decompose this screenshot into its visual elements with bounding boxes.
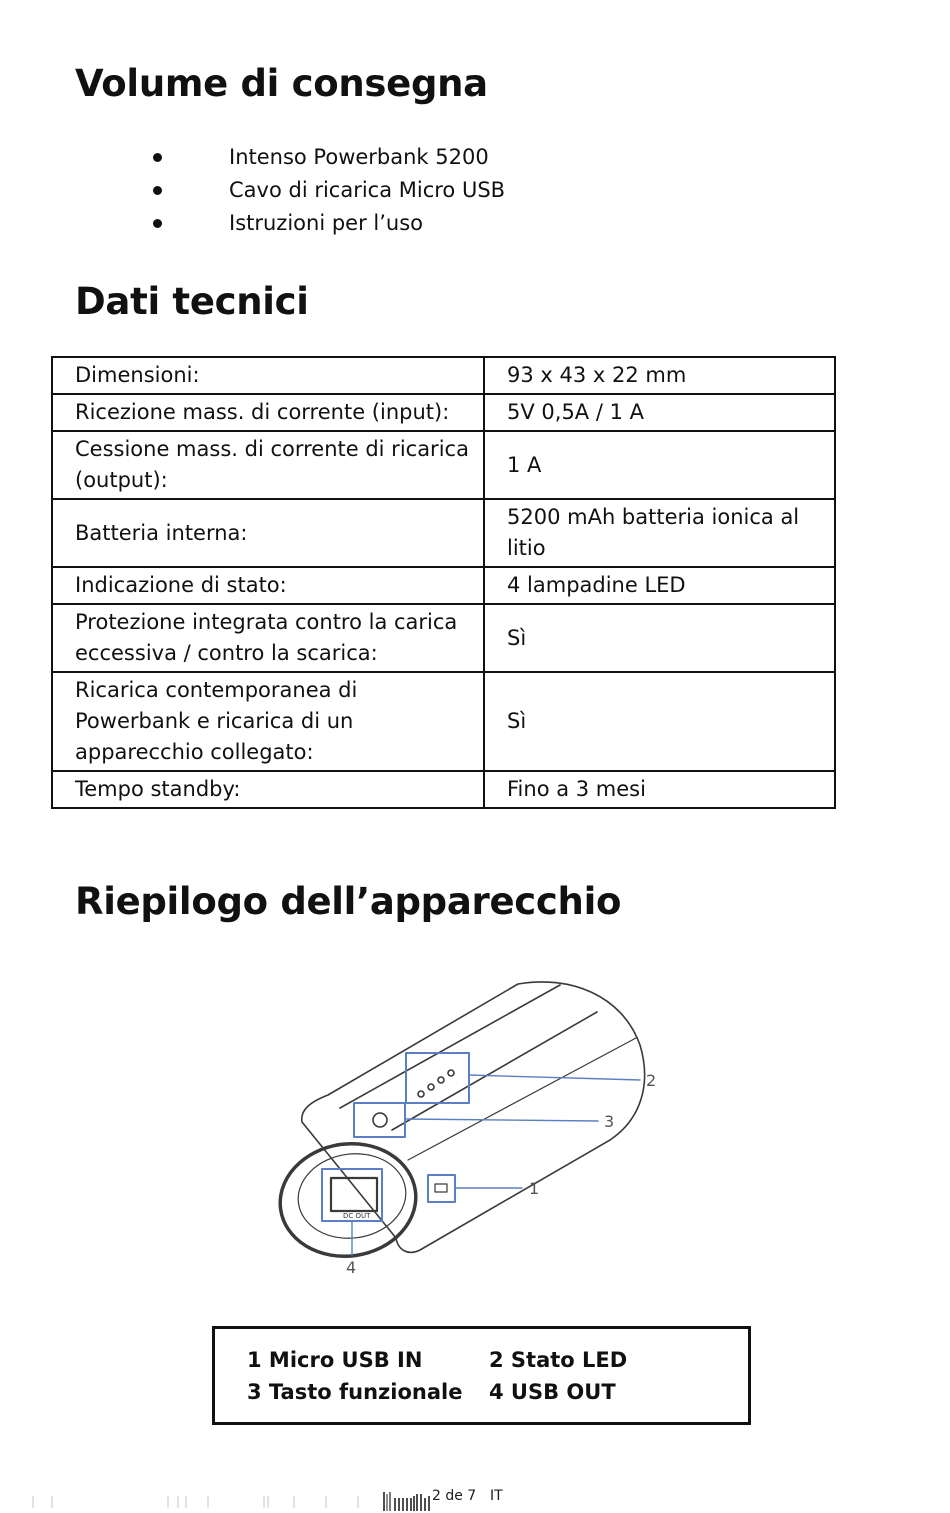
spec-label: Batteria interna: xyxy=(52,499,484,567)
body-seam xyxy=(408,1038,636,1160)
legend-item: 2 Stato LED xyxy=(489,1348,628,1372)
callout-line xyxy=(405,1119,598,1121)
button-highlight xyxy=(354,1103,405,1137)
bullet-icon xyxy=(153,186,162,195)
list-item xyxy=(150,174,505,207)
body-seam xyxy=(340,985,560,1108)
spec-value: 5200 mAh batteria ionica al litio xyxy=(484,499,835,567)
led-dot xyxy=(428,1084,434,1090)
table-row xyxy=(52,357,835,394)
spec-label: Protezione integrata contro la carica eccessiva / contro la scarica: xyxy=(52,604,484,672)
list-item xyxy=(150,141,505,174)
port-label: DC OUT xyxy=(343,1212,371,1220)
table-row xyxy=(52,431,835,499)
list-item-text: Cavo di ricarica Micro USB xyxy=(229,178,506,202)
callout-number: 1 xyxy=(529,1179,540,1198)
legend-box xyxy=(212,1326,751,1425)
table-row xyxy=(52,604,835,672)
spec-value: Sì xyxy=(484,604,835,672)
section-title-overview: Riepilogo dell’apparecchio xyxy=(75,880,622,923)
table-row xyxy=(52,394,835,431)
led-dot xyxy=(438,1077,444,1083)
table-row xyxy=(52,672,835,771)
power-button-icon xyxy=(373,1113,387,1127)
section-title-delivery: Volume di consegna xyxy=(75,62,488,105)
callout-line xyxy=(469,1075,640,1080)
spec-label: Cessione mass. di corrente di ricarica (output): xyxy=(52,431,484,499)
table-row xyxy=(52,567,835,604)
callout-number: 4 xyxy=(346,1258,357,1277)
language-code: IT xyxy=(490,1488,503,1504)
list-item xyxy=(150,207,505,240)
section-title-tech: Dati tecnici xyxy=(75,280,309,323)
delivery-list xyxy=(150,141,505,240)
spec-label: Ricarica contemporanea di Powerbank e ricarica di un apparecchio collegato: xyxy=(52,672,484,771)
bullet-icon xyxy=(153,153,162,162)
scan-marks xyxy=(30,1494,370,1510)
spec-value: 5V 0,5A / 1 A xyxy=(484,394,835,431)
callout-number: 2 xyxy=(646,1071,657,1090)
legend-item: 3 Tasto funzionale xyxy=(247,1380,463,1404)
spec-label: Dimensioni: xyxy=(52,357,484,394)
powerbank-illustration xyxy=(255,970,675,1280)
spec-value: Sì xyxy=(484,672,835,771)
callout-number: 3 xyxy=(604,1112,615,1131)
legend-item: 1 Micro USB IN xyxy=(247,1348,423,1372)
spec-label: Ricezione mass. di corrente (input): xyxy=(52,394,484,431)
spec-value: 93 x 43 x 22 mm xyxy=(484,357,835,394)
barcode-icon xyxy=(382,1490,434,1512)
legend-item: 4 USB OUT xyxy=(489,1380,616,1404)
table-row xyxy=(52,499,835,567)
spec-value: Fino a 3 mesi xyxy=(484,771,835,808)
micro-usb-highlight xyxy=(428,1175,455,1202)
table-row xyxy=(52,771,835,808)
led-dot xyxy=(448,1070,454,1076)
page-number: 2 de 7 xyxy=(432,1488,477,1504)
body-seam xyxy=(392,1012,597,1130)
list-item-text: Intenso Powerbank 5200 xyxy=(229,145,489,169)
micro-usb-port xyxy=(435,1184,447,1192)
spec-value: 1 A xyxy=(484,431,835,499)
spec-label: Tempo standby: xyxy=(52,771,484,808)
led-highlight xyxy=(406,1053,469,1103)
list-item-text: Istruzioni per l’uso xyxy=(229,211,424,235)
spec-value: 4 lampadine LED xyxy=(484,567,835,604)
led-dot xyxy=(418,1091,424,1097)
spec-label: Indicazione di stato: xyxy=(52,567,484,604)
bullet-icon xyxy=(153,219,162,228)
specs-table xyxy=(51,356,836,809)
